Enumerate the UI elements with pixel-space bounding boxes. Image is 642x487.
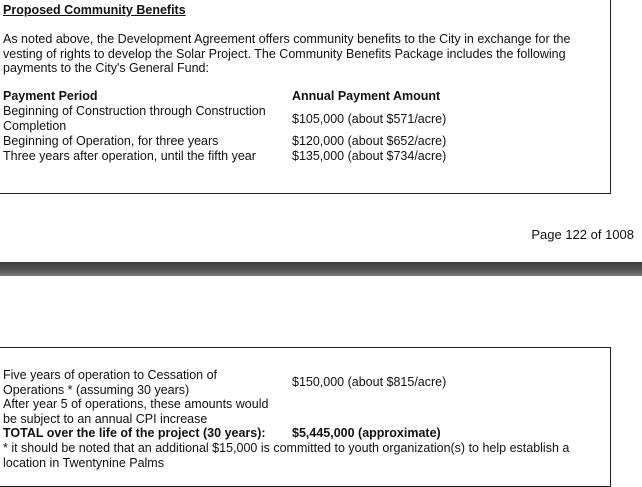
payment-amount-cell: $135,000 (about $734/acre) xyxy=(292,149,447,163)
payment-amount-cell: $105,000 (about $571/acre) xyxy=(292,112,447,126)
payment-amount-cell: $120,000 (about $652/acre) xyxy=(292,134,447,148)
footnote: * it should be noted that an additional $15,000 is committed to youth organization(s) to help establish a location in Twentynine Palms xyxy=(3,441,570,470)
column-header-annual-amount: Annual Payment Amount xyxy=(292,89,441,103)
payment-period-cell: Beginning of Operation, for three years xyxy=(3,134,219,148)
page-separator xyxy=(0,262,642,276)
page-number: Page 122 of 1008 xyxy=(531,227,634,242)
total-label: TOTAL over the life of the project (30 years): xyxy=(3,426,266,440)
payment-period-cell: Beginning of Construction through Construction Completion xyxy=(3,104,266,133)
total-amount: $5,445,000 (approximate) xyxy=(292,426,441,440)
payment-amount-cell: $150,000 (about $815/acre) xyxy=(292,375,447,389)
payment-period-cell: Five years of operation to Cessation of Operations * (assuming 30 years) xyxy=(3,368,218,397)
payment-period-cell: Three years after operation, until the fifth year xyxy=(3,149,256,163)
section-heading: Proposed Community Benefits xyxy=(3,3,186,17)
intro-paragraph: As noted above, the Development Agreement offers community benefits to the City in exchange for the vesting of rights to develop the Solar Project. The Community Benefits Package includes the following payments to the City's General Fund: xyxy=(3,32,571,75)
payment-period-cell: After year 5 of operations, these amounts would be subject to an annual CPI increase xyxy=(3,397,269,426)
column-header-payment-period: Payment Period xyxy=(3,89,98,103)
